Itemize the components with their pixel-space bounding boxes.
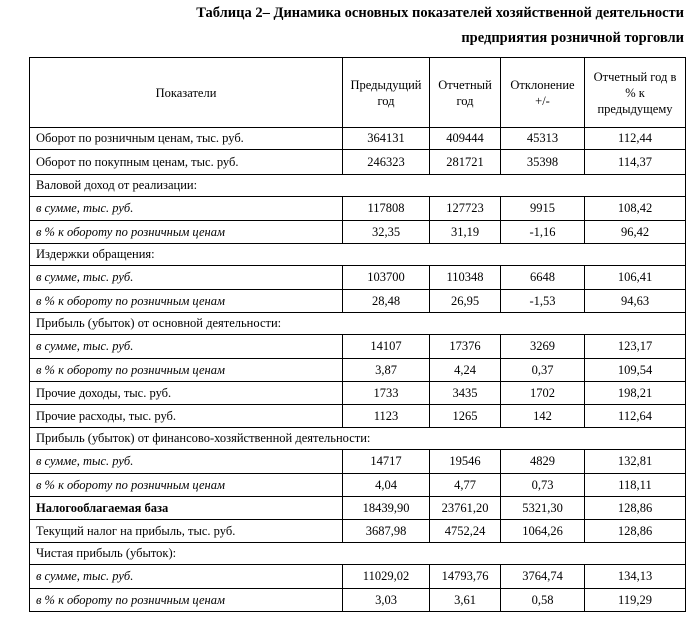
table-row (30, 565, 686, 589)
table-body (30, 128, 686, 612)
section-row (30, 244, 686, 266)
table-row (30, 290, 686, 313)
cell-previous-year: 1733 (343, 382, 430, 405)
row-label: Текущий налог на прибыль, тыс. руб. (30, 520, 343, 543)
table-row (30, 359, 686, 382)
row-label: в сумме, тыс. руб. (30, 266, 343, 290)
cell-previous-year: 3,03 (343, 589, 430, 612)
cell-reporting-year: 3,61 (430, 589, 501, 612)
cell-percent-of-previous: 198,21 (585, 382, 686, 405)
cell-previous-year: 364131 (343, 128, 430, 150)
row-label: Прочие доходы, тыс. руб. (30, 382, 343, 405)
cell-percent-of-previous: 134,13 (585, 565, 686, 589)
cell-percent-of-previous: 94,63 (585, 290, 686, 313)
table-row (30, 197, 686, 221)
cell-reporting-year: 26,95 (430, 290, 501, 313)
cell-reporting-year: 14793,76 (430, 565, 501, 589)
cell-reporting-year: 127723 (430, 197, 501, 221)
cell-deviation: 142 (501, 405, 585, 428)
cell-deviation: 35398 (501, 150, 585, 175)
cell-previous-year: 103700 (343, 266, 430, 290)
cell-deviation: 1064,26 (501, 520, 585, 543)
cell-previous-year: 3,87 (343, 359, 430, 382)
section-label: Прибыль (убыток) от финансово-хозяйственной деятельности: (30, 428, 686, 450)
cell-previous-year: 246323 (343, 150, 430, 175)
header-previous-year: Предыдущий год (343, 58, 430, 128)
section-label: Прибыль (убыток) от основной деятельности: (30, 313, 686, 335)
row-label: Налогооблагаемая база (30, 497, 343, 520)
cell-reporting-year: 1265 (430, 405, 501, 428)
cell-reporting-year: 19546 (430, 450, 501, 474)
table-row (30, 335, 686, 359)
row-label: в сумме, тыс. руб. (30, 197, 343, 221)
cell-deviation: 3269 (501, 335, 585, 359)
cell-percent-of-previous: 128,86 (585, 520, 686, 543)
cell-previous-year: 14717 (343, 450, 430, 474)
table-row (30, 450, 686, 474)
cell-deviation: 9915 (501, 197, 585, 221)
cell-reporting-year: 281721 (430, 150, 501, 175)
table-row (30, 589, 686, 612)
cell-previous-year: 32,35 (343, 221, 430, 244)
cell-previous-year: 4,04 (343, 474, 430, 497)
cell-previous-year: 18439,90 (343, 497, 430, 520)
cell-deviation: 6648 (501, 266, 585, 290)
table-row (30, 520, 686, 543)
indicators-table (29, 57, 686, 612)
section-label: Валовой доход от реализации: (30, 175, 686, 197)
header-reporting-year: Отчетный год (430, 58, 501, 128)
row-label: в сумме, тыс. руб. (30, 450, 343, 474)
cell-deviation: 0,58 (501, 589, 585, 612)
row-label: в % к обороту по розничным ценам (30, 589, 343, 612)
cell-percent-of-previous: 106,41 (585, 266, 686, 290)
row-label: в сумме, тыс. руб. (30, 565, 343, 589)
section-label: Издержки обращения: (30, 244, 686, 266)
section-row (30, 313, 686, 335)
row-label: Прочие расходы, тыс. руб. (30, 405, 343, 428)
cell-reporting-year: 4,77 (430, 474, 501, 497)
row-label: в сумме, тыс. руб. (30, 335, 343, 359)
section-row (30, 428, 686, 450)
cell-deviation: 0,37 (501, 359, 585, 382)
cell-percent-of-previous: 109,54 (585, 359, 686, 382)
table-row (30, 128, 686, 150)
cell-previous-year: 1123 (343, 405, 430, 428)
table-caption-line-2: предприятия розничной торговли (461, 30, 684, 46)
cell-percent-of-previous: 123,17 (585, 335, 686, 359)
cell-previous-year: 3687,98 (343, 520, 430, 543)
cell-deviation: -1,53 (501, 290, 585, 313)
cell-previous-year: 28,48 (343, 290, 430, 313)
cell-reporting-year: 23761,20 (430, 497, 501, 520)
table-row (30, 405, 686, 428)
cell-percent-of-previous: 108,42 (585, 197, 686, 221)
section-row (30, 543, 686, 565)
row-label: в % к обороту по розничным ценам (30, 290, 343, 313)
table-header-row (30, 58, 686, 128)
row-label: Оборот по розничным ценам, тыс. руб. (30, 128, 343, 150)
header-indicators: Показатели (30, 58, 343, 128)
table-row (30, 382, 686, 405)
cell-reporting-year: 3435 (430, 382, 501, 405)
cell-deviation: 5321,30 (501, 497, 585, 520)
row-label: в % к обороту по розничным ценам (30, 474, 343, 497)
cell-previous-year: 14107 (343, 335, 430, 359)
cell-deviation: 0,73 (501, 474, 585, 497)
header-deviation: Отклонение +/- (501, 58, 585, 128)
table-row (30, 266, 686, 290)
cell-percent-of-previous: 112,64 (585, 405, 686, 428)
row-label: в % к обороту по розничным ценам (30, 221, 343, 244)
cell-previous-year: 117808 (343, 197, 430, 221)
table-row (30, 474, 686, 497)
row-label: Оборот по покупным ценам, тыс. руб. (30, 150, 343, 175)
cell-percent-of-previous: 118,11 (585, 474, 686, 497)
table-row (30, 497, 686, 520)
section-row (30, 175, 686, 197)
cell-reporting-year: 110348 (430, 266, 501, 290)
cell-reporting-year: 17376 (430, 335, 501, 359)
header-percent-of-previous: Отчетный год в % к предыдущему (585, 58, 686, 128)
cell-deviation: 1702 (501, 382, 585, 405)
cell-percent-of-previous: 132,81 (585, 450, 686, 474)
cell-deviation: 3764,74 (501, 565, 585, 589)
cell-reporting-year: 409444 (430, 128, 501, 150)
table-caption-line-1: Таблица 2– Динамика основных показателей хозяйственной деятельности (196, 5, 684, 21)
cell-percent-of-previous: 114,37 (585, 150, 686, 175)
cell-percent-of-previous: 96,42 (585, 221, 686, 244)
cell-percent-of-previous: 128,86 (585, 497, 686, 520)
cell-reporting-year: 4,24 (430, 359, 501, 382)
cell-deviation: 45313 (501, 128, 585, 150)
cell-previous-year: 11029,02 (343, 565, 430, 589)
table-row (30, 150, 686, 175)
cell-deviation: 4829 (501, 450, 585, 474)
cell-reporting-year: 4752,24 (430, 520, 501, 543)
row-label: в % к обороту по розничным ценам (30, 359, 343, 382)
cell-deviation: -1,16 (501, 221, 585, 244)
cell-reporting-year: 31,19 (430, 221, 501, 244)
table-row (30, 221, 686, 244)
cell-percent-of-previous: 119,29 (585, 589, 686, 612)
cell-percent-of-previous: 112,44 (585, 128, 686, 150)
section-label: Чистая прибыль (убыток): (30, 543, 686, 565)
